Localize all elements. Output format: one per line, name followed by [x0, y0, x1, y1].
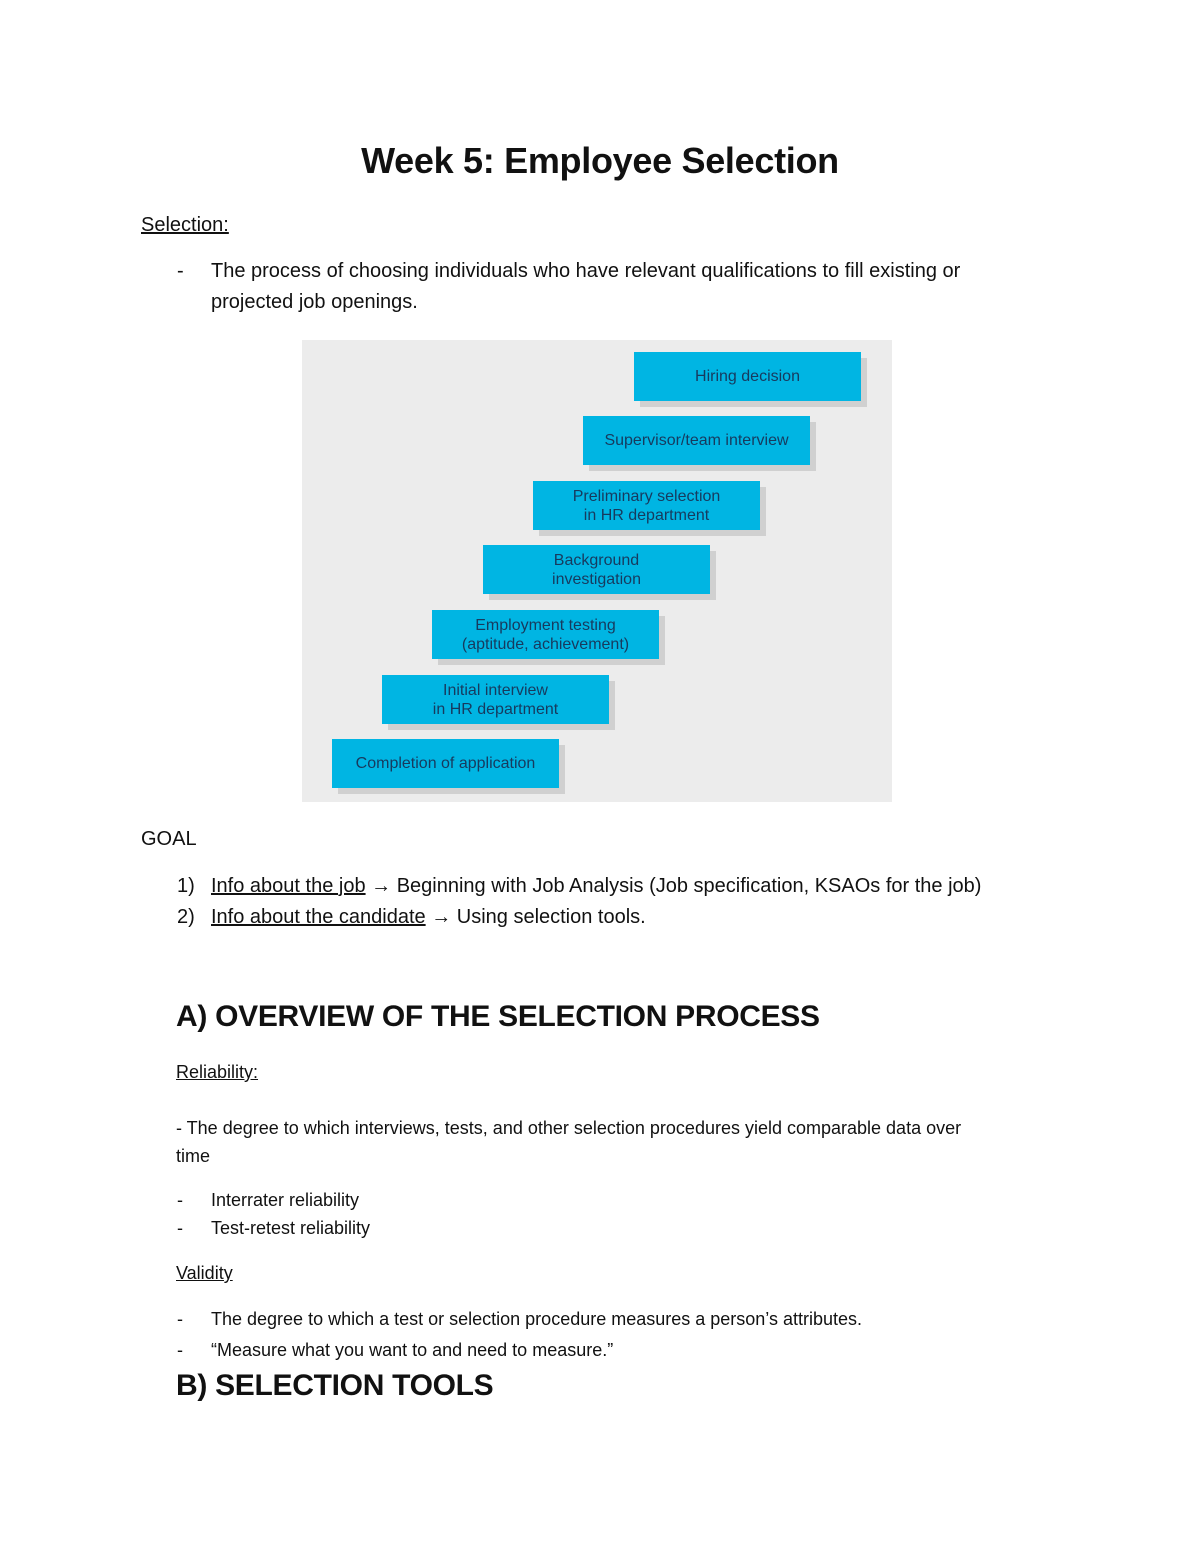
reliability-bullet: Interrater reliability: [211, 1190, 360, 1210]
goal-heading: GOAL: [141, 828, 197, 850]
goal-item-number: 2): [177, 906, 195, 928]
reliability-definition-line1: - The degree to which interviews, tests, and other selection procedures yield comparable data over: [176, 1118, 962, 1138]
goal-item-link: Info about the candidate: [211, 906, 426, 928]
goal-item-text: Beginning with Job Analysis (Job specification, KSAOs for the job): [396, 875, 982, 897]
bullet-marker: -: [177, 260, 184, 282]
section-b-heading: B) SELECTION TOOLS: [176, 1369, 494, 1402]
step-completion-of-application: Completion of application: [332, 739, 559, 788]
validity-bullet: The degree to which a test or selection procedure measures a person’s attributes.: [211, 1309, 863, 1329]
step-hiring-decision: Hiring decision: [634, 352, 861, 401]
goal-item-link: Info about the job: [211, 875, 366, 897]
goal-item: [211, 871, 981, 902]
bullet-marker: -: [177, 1340, 183, 1360]
validity-heading: Validity: [176, 1263, 233, 1283]
step-background-investigation: Background investigation: [483, 545, 710, 594]
step-initial-interview: Initial interview in HR department: [382, 675, 609, 724]
goal-item-number: 1): [177, 875, 195, 897]
selection-process-diagram: [302, 340, 892, 802]
bullet-marker: -: [177, 1309, 183, 1329]
step-employment-testing: Employment testing (aptitude, achievement): [432, 610, 659, 659]
goal-item: [211, 902, 646, 933]
reliability-definition-line2: time: [176, 1146, 211, 1166]
bullet-marker: -: [177, 1190, 183, 1210]
selection-heading: Selection:: [141, 214, 229, 236]
selection-definition-line2: projected job openings.: [211, 291, 418, 313]
step-preliminary-selection: Preliminary selection in HR department: [533, 481, 760, 530]
arrow-icon: →: [371, 875, 392, 897]
validity-bullet: “Measure what you want to and need to measure.”: [211, 1340, 614, 1360]
arrow-icon: →: [431, 906, 452, 928]
selection-definition-line1: The process of choosing individuals who have relevant qualifications to fill existing or: [211, 260, 961, 282]
step-supervisor-team-interview: Supervisor/team interview: [583, 416, 810, 465]
goal-item-text: Using selection tools.: [456, 906, 646, 928]
reliability-heading: Reliability:: [176, 1062, 259, 1082]
reliability-bullet: Test-retest reliability: [211, 1218, 371, 1238]
bullet-marker: -: [177, 1218, 183, 1238]
page-title: Week 5: Employee Selection: [361, 140, 839, 181]
section-a-heading: A) OVERVIEW OF THE SELECTION PROCESS: [176, 1000, 820, 1033]
